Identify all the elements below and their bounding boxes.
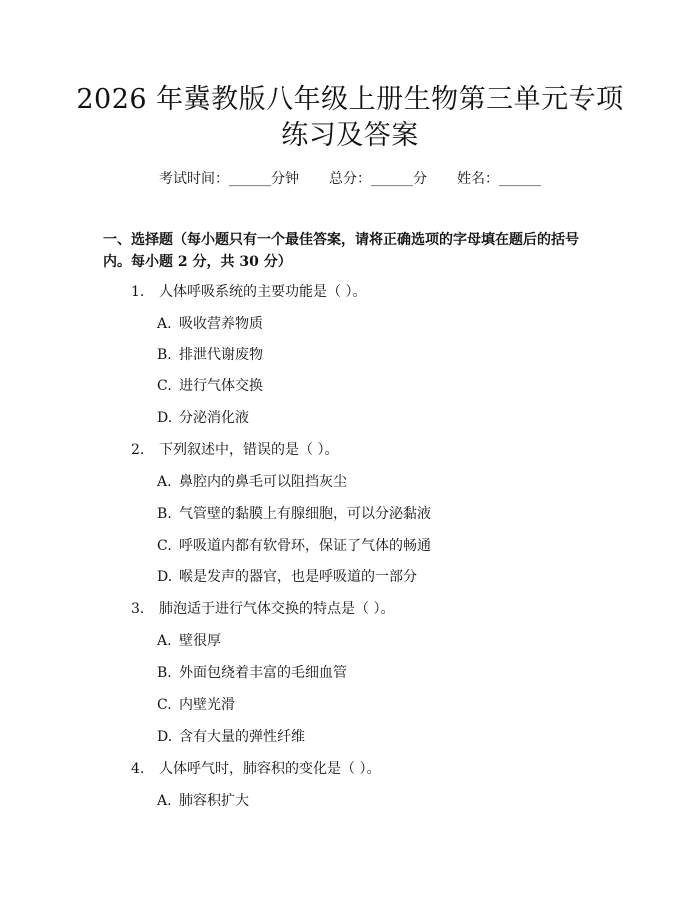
option-letter: D.: [157, 729, 173, 745]
option-text: 喉是发声的器官，也是呼吸道的一部分: [179, 569, 417, 585]
question-1: [131, 282, 366, 302]
option-text: 分泌消化液: [179, 410, 249, 426]
question-number: 2.: [131, 442, 145, 458]
option-letter: C.: [157, 538, 172, 554]
question-2: [131, 440, 338, 460]
section-heading-line-2: 内。每小题 2 分，共 30 分）: [103, 254, 292, 270]
question-4-option-a: [157, 791, 249, 811]
question-3-option-b: [157, 663, 347, 683]
option-letter: D.: [157, 569, 173, 585]
option-text: 呼吸道内都有软骨环，保证了气体的畅通: [179, 538, 431, 554]
option-letter: D.: [157, 410, 173, 426]
option-text: 外面包绕着丰富的毛细血管: [179, 665, 347, 681]
question-3: [131, 599, 394, 619]
question-text: 人体呼吸系统的主要功能是（ ）。: [159, 284, 367, 300]
option-letter: A.: [157, 793, 172, 809]
option-text: 排泄代谢废物: [179, 347, 263, 363]
question-text: 下列叙述中，错误的是（ ）。: [159, 442, 339, 458]
question-3-option-c: [157, 695, 235, 715]
exam-total-score: 总分：______分: [329, 171, 427, 187]
question-3-option-d: [157, 727, 305, 747]
option-text: 壁很厚: [179, 633, 221, 649]
option-text: 吸收营养物质: [179, 316, 263, 332]
question-2-option-d: [157, 567, 417, 587]
option-text: 进行气体交换: [179, 378, 263, 394]
option-text: 含有大量的弹性纤维: [179, 729, 305, 745]
option-letter: A.: [157, 633, 172, 649]
question-4: [131, 759, 380, 779]
option-letter: C.: [157, 378, 172, 394]
option-letter: A.: [157, 474, 172, 490]
option-text: 内壁光滑: [179, 697, 235, 713]
option-letter: C.: [157, 697, 172, 713]
question-number: 4.: [131, 761, 145, 777]
question-text: 人体呼气时，肺容积的变化是（ ）。: [159, 761, 381, 777]
option-text: 肺容积扩大: [179, 793, 249, 809]
question-number: 1.: [131, 284, 145, 300]
question-3-option-a: [157, 631, 221, 651]
question-1-option-d: [157, 408, 249, 428]
question-1-option-c: [157, 376, 263, 396]
option-letter: B.: [157, 506, 172, 522]
question-2-option-a: [157, 472, 347, 492]
question-2-option-c: [157, 536, 431, 556]
exam-info: [0, 168, 700, 188]
question-2-option-b: [157, 504, 431, 524]
question-1-option-b: [157, 345, 263, 365]
student-name: 姓名：______: [457, 171, 541, 187]
option-letter: B.: [157, 665, 172, 681]
question-1-option-a: [157, 314, 263, 334]
option-text: 鼻腔内的鼻毛可以阻挡灰尘: [179, 474, 347, 490]
question-number: 3.: [131, 601, 145, 617]
section-heading-line-1: 一、选择题（每小题只有一个最佳答案，请将正确选项的字母填在题后的括号: [103, 232, 579, 248]
exam-time: 考试时间：______分钟: [159, 171, 299, 187]
option-letter: A.: [157, 316, 172, 332]
option-letter: B.: [157, 347, 172, 363]
document-title-line-2: 练习及答案: [281, 120, 419, 151]
option-text: 气管壁的黏膜上有腺细胞，可以分泌黏液: [179, 506, 431, 522]
question-text: 肺泡适于进行气体交换的特点是（ ）。: [159, 601, 395, 617]
document-title-line-1: 2026 年冀教版八年级上册生物第三单元专项: [76, 84, 624, 115]
